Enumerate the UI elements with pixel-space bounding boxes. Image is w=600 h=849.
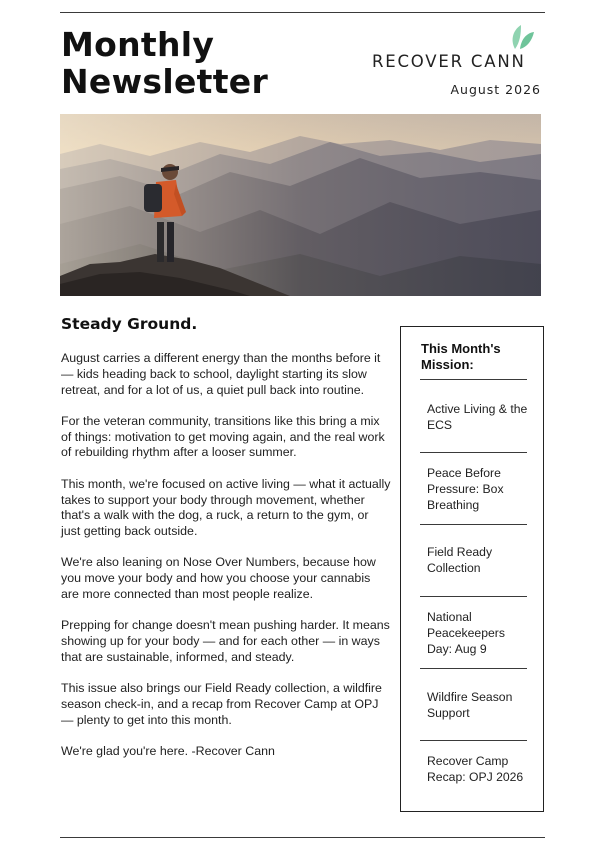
issue-date: August 2026 <box>450 82 541 97</box>
mission-item: Peace Before Pressure: Box Breathing <box>427 466 504 512</box>
mission-item: Recover Camp Recap: OPJ 2026 <box>427 754 524 784</box>
leaf-logo-icon <box>509 20 535 50</box>
sidebar-title: This Month's Mission: <box>421 341 501 372</box>
article-paragraph: This issue also brings our Field Ready collection, a wildfire season check-in, and a recap from Recover Camp at OPJ — plenty to get into this month. <box>61 681 382 727</box>
newsletter-title: Monthly Newsletter <box>61 25 269 101</box>
article-paragraph: August carries a different energy than the months before it — kids heading back to school, daylight starting its slow retreat, and for a lot of us, a quiet pull back into routine. <box>61 351 381 397</box>
mission-item: National Peacekeepers Day: Aug 9 <box>427 610 505 656</box>
sidebar-divider <box>420 596 527 597</box>
top-rule <box>60 12 545 13</box>
sidebar-divider <box>420 668 527 669</box>
article-paragraph: This month, we're focused on active living — what it actually takes to support your body through movement, whether that's a walk with the dog, a ruck, a return to the gym, or just getting back outside. <box>61 476 391 539</box>
mission-item: Wildfire Season Support <box>427 690 513 720</box>
article-headline: Steady Ground. <box>61 315 198 333</box>
brand-name: RECOVER CANN <box>372 52 526 71</box>
article-paragraph: For the veteran community, transitions like this bring a mix of things: motivation to get moving again, and the real work of rebuilding rhythm after a looser summer. <box>61 413 385 460</box>
article-paragraph: Prepping for change doesn't mean pushing harder. It means showing up for your body — and for each other — in ways that are sustainable, informed, and steady. <box>61 618 390 664</box>
hero-photo <box>60 114 541 296</box>
sidebar-divider <box>420 452 527 453</box>
sidebar-divider <box>420 379 527 380</box>
article-signoff: We're glad you're here. -Recover Cann <box>61 744 275 759</box>
mission-item: Active Living & the ECS <box>427 402 528 432</box>
mission-item: Field Ready Collection <box>427 545 493 575</box>
hero-image <box>60 114 541 296</box>
bottom-rule <box>60 837 545 838</box>
sidebar-divider <box>420 740 527 741</box>
article-paragraph: We're also leaning on Nose Over Numbers, because how you move your body and how you choose your cannabis are more connected than most people realize. <box>61 555 376 602</box>
mission-sidebar <box>400 326 544 812</box>
sidebar-divider <box>420 524 527 525</box>
article-body <box>61 351 391 775</box>
